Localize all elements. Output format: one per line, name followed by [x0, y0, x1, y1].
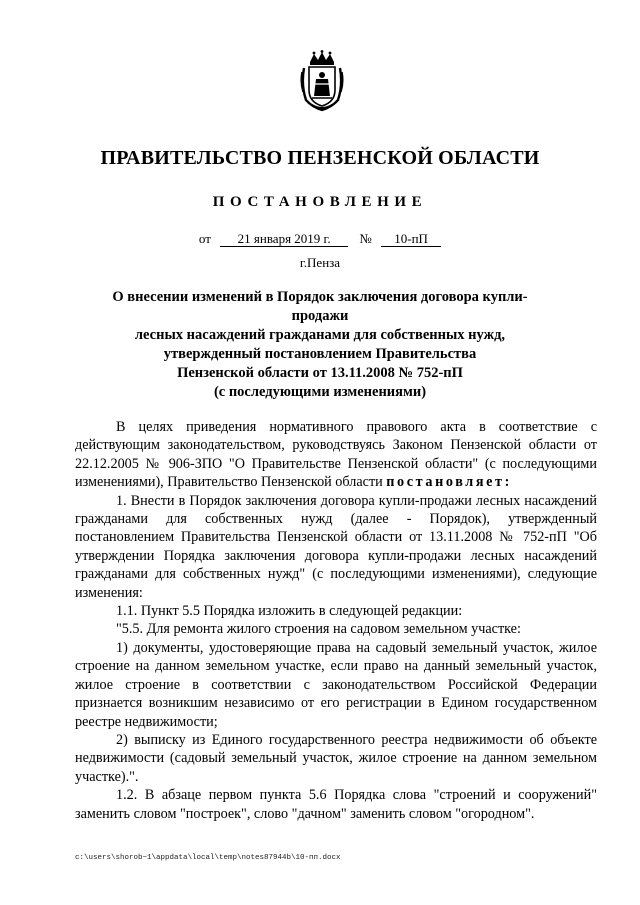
title-line: утвержденный постановлением Правительства — [163, 346, 477, 362]
date-number-line — [0, 231, 640, 247]
document-title — [95, 288, 545, 402]
organization-name: ПРАВИТЕЛЬСТВО ПЕНЗЕНСКОЙ ОБЛАСТИ — [100, 147, 540, 169]
body-paragraph: 1) документы, удостоверяющие права на садовый земельный участок, жилое строение на данном земельном участке, если право на данный земельный участок, жилое строение в соответствии с законодательством Российской Федерации признается возникшим независимо от его регистрации в Едином государственном реестре недвижимости; — [75, 639, 597, 730]
date-prefix: от — [198, 231, 211, 246]
body-paragraph: 1.2. В абзаце первом пункта 5.6 Порядка слова "строений и сооружений" заменить словом "построек", слово "дачном" заменить словом "огородном". — [75, 787, 597, 822]
number-sign: № — [359, 231, 372, 246]
city: г.Пенза — [299, 255, 341, 270]
body-paragraph — [75, 418, 597, 492]
title-line: О внесении изменений в Порядок заключения договора купли-продажи — [112, 289, 528, 324]
document-date: 21 января 2019 г. — [220, 231, 348, 247]
title-line: Пензенской области от 13.11.2008 № 752-пП — [177, 365, 463, 381]
body-paragraph: "5.5. Для ремонта жилого строения на садовом земельном участке: — [116, 621, 521, 638]
document-number: 10-пП — [381, 231, 441, 247]
title-line: (с последующими изменениями) — [213, 384, 427, 400]
body-paragraph: 2) выписку из Единого государственного реестра недвижимости об объекте недвижимости (садовый земельный участок, жилое строение на данном земельном участке).". — [75, 731, 597, 785]
document-body — [75, 418, 597, 823]
file-path-footer: c:\users\shorob~1\appdata\local\temp\notes87944b\10-пп.docx — [75, 854, 341, 862]
title-line: лесных насаждений гражданами для собственных нужд, — [134, 327, 506, 343]
coat-of-arms-icon — [300, 50, 344, 112]
preamble-text: В целях приведения нормативного правового акта в соответствие с действующим законодательством, руководствуясь Законом Пензенской области от 22.12.2005 № 906-ЗПО "О Правительстве Пензенской области" (с последующими изменениями), Правительство Пензенской области — [75, 419, 597, 491]
body-paragraph: 1.1. Пункт 5.5 Порядка изложить в следующей редакции: — [116, 603, 463, 620]
body-paragraph: 1. Внести в Порядок заключения договора купли-продажи лесных насаждений гражданами для собственных нужд (далее - Порядок), утвержденный постановлением Правительства Пензенской области от 13.11.2008 № 752-пП "Об утверждении Порядка заключения договора купли-продажи лесных насаждений гражданами для собственных нужд" (с последующими изменениями), следующие изменения: — [75, 492, 597, 601]
resolution-keyword: постановляет: — [386, 474, 512, 491]
document-type: ПОСТАНОВЛЕНИЕ — [212, 194, 428, 210]
